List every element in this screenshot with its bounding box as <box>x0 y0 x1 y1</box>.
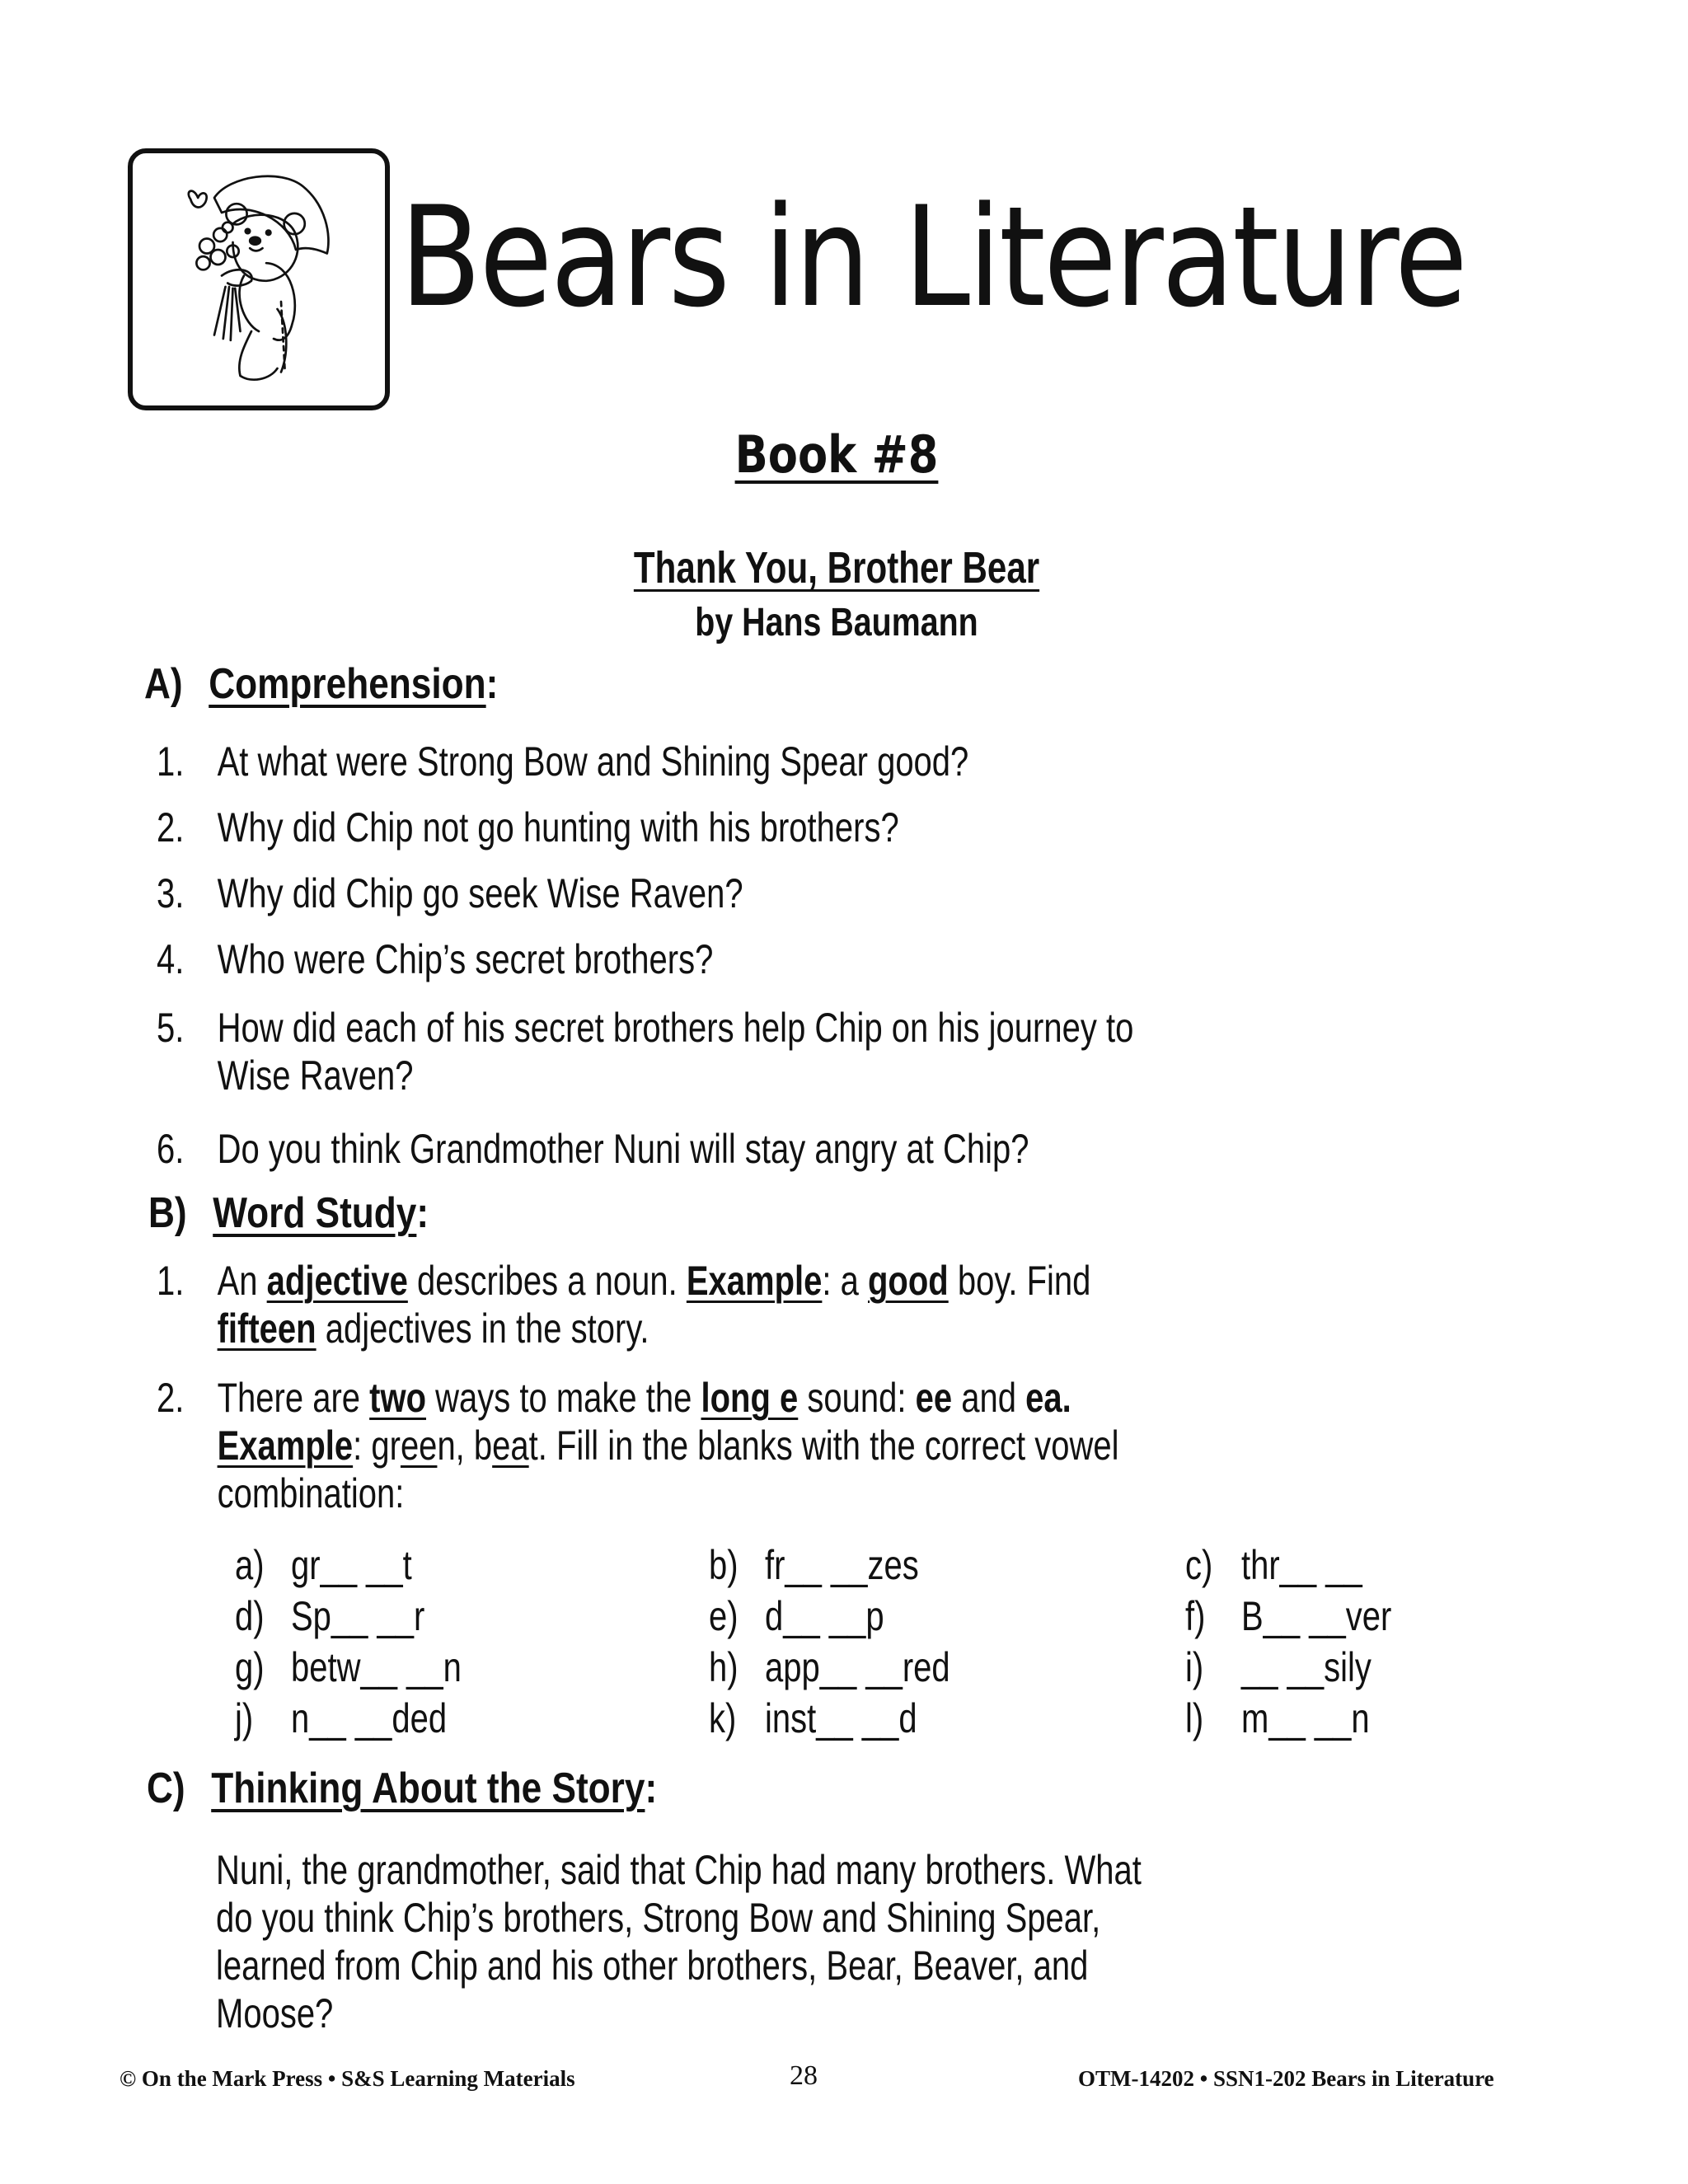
vowel-item: j) n__ __ded <box>235 1695 448 1741</box>
question-1: 1. At what were Strong Bow and Shining Spear good? <box>157 738 969 785</box>
keyword-adjective: adjective <box>266 1258 408 1304</box>
vowel-row <box>235 1694 1471 1746</box>
thinking-question-paragraph: Nuni, the grandmother, said that Chip had many brothers. What do you think Chip’s brothers, Strong Bow and Shining Spear, learned from Chip and his other brothers, Bear, Beaver, and Moose? <box>216 1847 1142 2036</box>
section-title: Comprehension <box>209 660 486 708</box>
footer-copyright: © On the Mark Press • S&S Learning Materials <box>120 2066 575 2091</box>
keyword-long-e: long e <box>701 1375 799 1421</box>
vowel-item: l) m__ __n <box>1185 1695 1370 1741</box>
vowel-row <box>235 1643 1471 1694</box>
page-number: 28 <box>790 2060 818 2091</box>
word-study-item-2: 2. There are two ways to make the long e sound: ee and ea. Example: green, beat. Fill in the blanks with the correct vowel combination: <box>157 1375 1119 1516</box>
story-title <box>184 542 1489 593</box>
section-letter: B) <box>148 1189 187 1237</box>
section-title: Word Study <box>213 1189 417 1237</box>
keyword-good: good <box>867 1258 949 1304</box>
vowel-item: k) inst__ __d <box>709 1695 917 1741</box>
question-6: 6. Do you think Grandmother Nuni will stay angry at Chip? <box>157 1126 1029 1172</box>
book-number-label: Book #8 <box>734 424 939 485</box>
vowel-item: b) fr__ __zes <box>709 1542 919 1588</box>
story-title-text: Thank You, Brother Bear <box>633 543 1040 593</box>
main-title: Bears in Literature <box>400 176 1466 338</box>
keyword-two: two <box>369 1375 427 1421</box>
word-study-item-1: 1. An adjective describes a noun. Example: a good boy. Find fifteen adjectives in the story. <box>157 1258 1091 1352</box>
section-letter: A) <box>144 660 183 708</box>
keyword-fifteen: fifteen <box>217 1305 316 1352</box>
question-2: 2. Why did Chip not go hunting with his brothers? <box>157 804 899 851</box>
question-4: 4. Who were Chip’s secret brothers? <box>157 936 714 982</box>
story-author: by Hans Baumann <box>695 601 978 644</box>
footer-product-code: OTM-14202 • SSN1-202 Bears in Literature <box>1078 2066 1494 2091</box>
vowel-row <box>235 1541 1471 1592</box>
vowel-item: a) gr__ __t <box>235 1542 412 1588</box>
section-letter: C) <box>147 1765 185 1812</box>
vowel-blanks-grid <box>235 1541 1471 1746</box>
book-number-heading <box>125 424 1548 485</box>
section-title: Thinking About the Story <box>211 1765 645 1812</box>
teddy-bear-icon <box>133 153 385 405</box>
section-c-heading: C) Thinking About the Story: <box>147 1765 658 1812</box>
vowel-item: c) thr__ __ <box>1185 1542 1362 1588</box>
vowel-item: d) Sp__ __r <box>235 1593 425 1639</box>
vowel-item: h) app__ __red <box>709 1644 950 1690</box>
bear-logo-box <box>128 148 390 410</box>
vowel-item: i) __ __sily <box>1185 1644 1372 1690</box>
example-label: Example <box>217 1422 354 1469</box>
example-label: Example <box>686 1258 823 1304</box>
vowel-item: g) betw__ __n <box>235 1644 462 1690</box>
section-a-heading: A) Comprehension: <box>144 660 499 708</box>
question-3: 3. Why did Chip go seek Wise Raven? <box>157 870 743 916</box>
vowel-item: e) d__ __p <box>709 1593 884 1639</box>
vowel-row <box>235 1592 1471 1643</box>
vowel-item: f) B__ __ver <box>1185 1593 1392 1639</box>
question-5: 5. How did each of his secret brothers help Chip on his journey to Wise Raven? <box>157 1005 1134 1099</box>
section-b-heading: B) Word Study: <box>148 1189 429 1237</box>
